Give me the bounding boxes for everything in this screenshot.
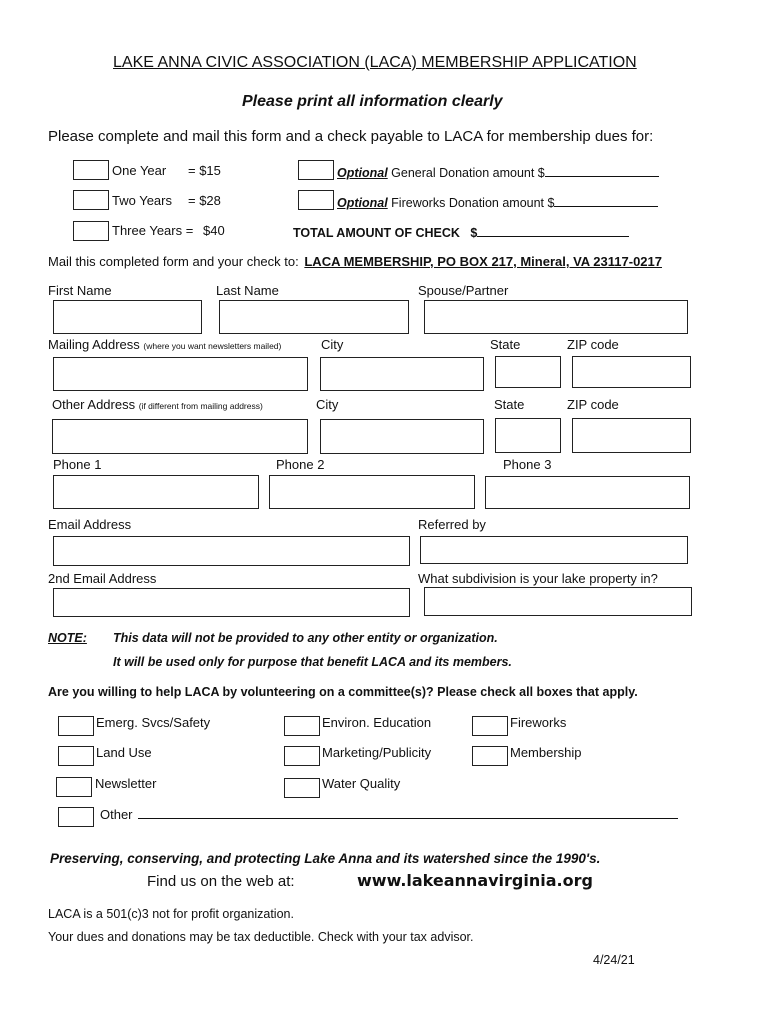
other-city-label: City: [316, 397, 339, 412]
city-field[interactable]: [320, 357, 484, 391]
marketing-checkbox[interactable]: [284, 746, 320, 766]
environ-education-checkbox[interactable]: [284, 716, 320, 736]
phone1-field[interactable]: [53, 475, 259, 509]
membership-label: Membership: [510, 745, 582, 760]
other-checkbox[interactable]: [58, 807, 94, 827]
three-years-price: $40: [203, 223, 225, 238]
subtitle: Please print all information clearly: [242, 93, 503, 110]
mailing-address-label: [48, 337, 281, 352]
mailing-address-field[interactable]: [53, 357, 308, 391]
email-label: Email Address: [48, 517, 132, 532]
state-field[interactable]: [495, 356, 561, 388]
referred-label: Referred by: [418, 517, 486, 532]
three-years-checkbox[interactable]: [73, 221, 109, 241]
land-use-label: Land Use: [96, 745, 152, 760]
general-donation-label: [337, 164, 659, 180]
fireworks-donation-checkbox[interactable]: [298, 190, 334, 210]
phone3-field[interactable]: [485, 476, 690, 509]
last-name-label: Last Name: [216, 283, 279, 298]
mail-prefix: Mail this completed form and your check to:: [48, 254, 299, 269]
page-title: LAKE ANNA CIVIC ASSOCIATION (LACA) MEMBERSHIP APPLICATION: [113, 54, 637, 71]
last-name-field[interactable]: [219, 300, 409, 334]
total-check: [293, 224, 629, 240]
tax-text: Your dues and donations may be tax deductible. Check with your tax advisor.: [48, 930, 474, 944]
general-donation-amount-line[interactable]: [545, 164, 659, 177]
membership-checkbox[interactable]: [472, 746, 508, 766]
two-years-label: Two Years: [112, 193, 172, 208]
one-year-price: = $15: [188, 163, 221, 178]
zip-field[interactable]: [572, 356, 691, 388]
phone3-label: Phone 3: [503, 457, 552, 472]
nonprofit-text: LACA is a 501(c)3 not for profit organization.: [48, 907, 294, 921]
zip-label: ZIP code: [567, 337, 619, 352]
other-line[interactable]: [138, 806, 678, 819]
state-label: State: [490, 337, 521, 352]
phone2-field[interactable]: [269, 475, 475, 509]
fireworks-label: Fireworks: [510, 715, 567, 730]
mail-address: LACA MEMBERSHIP, PO BOX 217, Mineral, VA 23117-0217: [304, 254, 662, 269]
other-address-label: [52, 397, 263, 412]
other-zip-field[interactable]: [572, 418, 691, 453]
general-donation-text: General Donation amount $: [387, 166, 545, 180]
newsletter-checkbox[interactable]: [56, 777, 92, 797]
spouse-label: Spouse/Partner: [418, 283, 509, 298]
other-address-note: (if different from mailing address): [138, 401, 263, 411]
total-check-label: TOTAL AMOUNT OF CHECK: [293, 226, 460, 240]
revision-date: 4/24/21: [593, 953, 635, 967]
general-donation-checkbox[interactable]: [298, 160, 334, 180]
one-year-label: One Year: [112, 163, 167, 178]
note-line2: It will be used only for purpose that benefit LACA and its members.: [113, 655, 512, 669]
other-label: Other: [100, 807, 133, 822]
other-state-field[interactable]: [495, 418, 561, 453]
first-name-label: First Name: [48, 283, 112, 298]
city-label: City: [321, 337, 344, 352]
emerg-svcs-checkbox[interactable]: [58, 716, 94, 736]
mailing-address-text: Mailing Address: [48, 337, 140, 352]
two-years-checkbox[interactable]: [73, 190, 109, 210]
website-link[interactable]: www.lakeannavirginia.org: [357, 871, 593, 890]
find-us-label: Find us on the web at:: [147, 873, 295, 890]
first-name-field[interactable]: [53, 300, 202, 334]
spouse-field[interactable]: [424, 300, 688, 334]
one-year-checkbox[interactable]: [73, 160, 109, 180]
land-use-checkbox[interactable]: [58, 746, 94, 766]
environ-education-label: Environ. Education: [322, 715, 432, 730]
two-years-price: = $28: [188, 193, 221, 208]
referred-field[interactable]: [420, 536, 688, 564]
other-city-field[interactable]: [320, 419, 484, 454]
water-quality-checkbox[interactable]: [284, 778, 320, 798]
optional-label: Optional: [337, 196, 388, 210]
intro-text: Please complete and mail this form and a check payable to LACA for membership dues for:: [48, 128, 654, 145]
other-volunteer: [100, 806, 678, 822]
email-field[interactable]: [53, 536, 410, 566]
other-address-text: Other Address: [52, 397, 136, 412]
mailing-address-note: (where you want newsletters mailed): [143, 341, 282, 351]
three-years-label: Three Years =: [112, 223, 194, 238]
phone2-label: Phone 2: [276, 457, 325, 472]
other-address-field[interactable]: [52, 419, 308, 454]
volunteer-question: Are you willing to help LACA by volunteering on a committee(s)? Please check all boxes that apply.: [48, 685, 638, 699]
note-label: NOTE:: [48, 631, 87, 645]
mail-to: [48, 254, 662, 269]
emerg-svcs-label: Emerg. Svcs/Safety: [96, 715, 211, 730]
fireworks-checkbox[interactable]: [472, 716, 508, 736]
fireworks-donation-amount-line[interactable]: [554, 194, 658, 207]
slogan: Preserving, conserving, and protecting Lake Anna and its watershed since the 1990's.: [50, 851, 601, 866]
other-zip-label: ZIP code: [567, 397, 619, 412]
optional-label: Optional: [337, 166, 388, 180]
newsletter-label: Newsletter: [95, 776, 157, 791]
total-amount-line[interactable]: [477, 224, 629, 237]
email2-label: 2nd Email Address: [48, 571, 157, 586]
other-state-label: State: [494, 397, 525, 412]
fireworks-donation-text: Fireworks Donation amount $: [387, 196, 555, 210]
email2-field[interactable]: [53, 588, 410, 617]
note-line1: This data will not be provided to any other entity or organization.: [113, 631, 498, 645]
subdivision-field[interactable]: [424, 587, 692, 616]
water-quality-label: Water Quality: [322, 776, 401, 791]
phone1-label: Phone 1: [53, 457, 102, 472]
fireworks-donation-label: [337, 194, 658, 210]
total-currency: $: [470, 226, 478, 240]
marketing-label: Marketing/Publicity: [322, 745, 432, 760]
subdivision-label: What subdivision is your lake property in?: [418, 571, 658, 586]
